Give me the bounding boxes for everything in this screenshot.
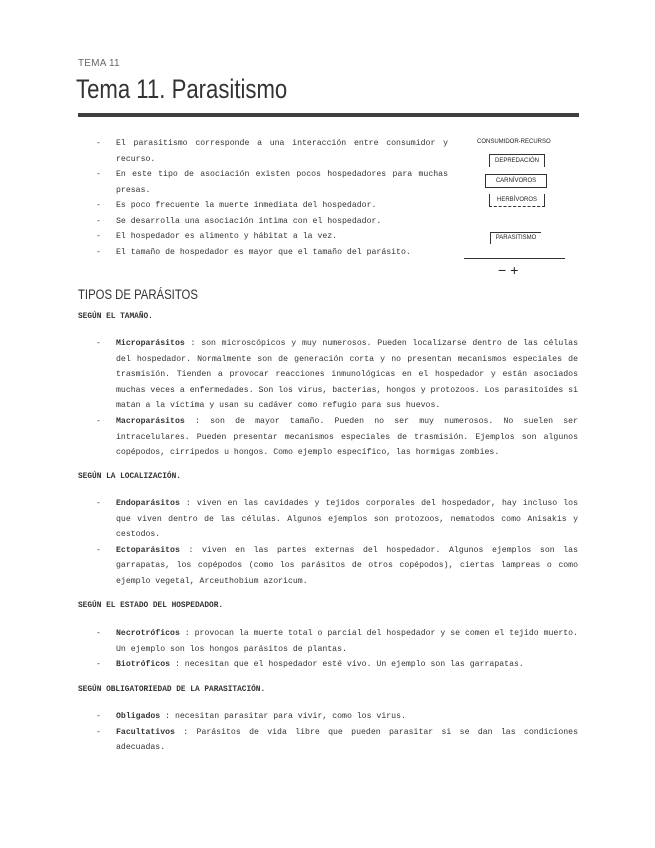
intro-list [96, 136, 448, 260]
list-item [96, 496, 578, 543]
list-item [96, 336, 578, 414]
group-list-obligation [96, 709, 578, 756]
diagram-depredacion-box: DEPREDACIÓN [489, 154, 545, 167]
intro-item: - El hospedador es alimento y hábitat a la vez. [96, 229, 448, 245]
item-text: : necesitan parasitar para vivir, como los virus. [160, 712, 406, 721]
item-term: Necrotróficos [116, 629, 180, 638]
item-text: : Parásitos de vida libre que pueden parasitar si se dan las condiciones adecuadas. [116, 727, 578, 753]
item-term: Microparásitos [116, 339, 185, 348]
item-term: Ectoparásitos [116, 545, 180, 555]
list-item [96, 543, 578, 590]
list-item [96, 414, 578, 461]
diagram-consumer-resource-label: CONSUMIDOR-RECURSO [477, 139, 551, 145]
group-list-location [96, 496, 578, 590]
list-item [96, 657, 578, 673]
diagram-herbivoros-box: HERBÍVOROS [489, 194, 545, 207]
intro-item: - El parasitismo corresponde a una interacción entre consumidor y recurso. [96, 136, 448, 167]
item-term: Endoparásitos [116, 499, 180, 508]
item-text: : son microscópicos y muy numerosos. Pueden localizarse dentro de las células del hospedador. Normalmente son de generación corta y no presentan mecanismos especiales de trasmisión. Tienden a provocar reacciones inmunológicas en el hospedador y están asociados muchas veces a enfermedades. Son los virus, bacterias, hongos y protozoos. Los parasitoides si matan a la víctima y usan su cadáver como refugio para sus huevos. [116, 339, 578, 411]
list-item [96, 626, 578, 657]
chapter-kicker: TEMA 11 [78, 58, 120, 69]
group-heading-obligation: SEGÚN OBLIGATORIEDAD DE LA PARASITACIÓN. [78, 686, 266, 694]
list-item [96, 725, 578, 756]
item-text: : necesitan que el hospedador esté vivo. Un ejemplo son las garrapatas. [170, 660, 524, 670]
interaction-diagram [460, 134, 570, 284]
group-heading-size: SEGÚN EL TAMAÑO. [78, 313, 153, 321]
group-heading-location: SEGÚN LA LOCALIZACIÓN. [78, 473, 181, 481]
intro-item: - El tamaño de hospedador es mayor que el tamaño del parásito. [96, 245, 448, 261]
item-text: : provocan la muerte total o parcial del hospedador y se comen el tejido muerto. Un ejemplo son los hongos parásitos de plantas. [116, 629, 578, 654]
diagram-plus-sign: + [510, 262, 523, 278]
diagram-carnivoros-box: CARNÍVOROS [485, 174, 547, 188]
item-text: : viven en las partes externas del hospedador. Algunos ejemplos son las garrapatas, los copépodos (como los parásitos de otros copépodos), ciertas lampreas o como ejemplo vegetal, Arceuthobium azoricum. [116, 545, 578, 586]
list-item [96, 709, 578, 725]
intro-item: - En este tipo de asociación existen pocos hospedadores para muchas presas. [96, 167, 448, 198]
title-rule [78, 113, 579, 117]
item-term: Macroparásitos [116, 416, 185, 426]
item-term: Facultativos [116, 727, 175, 737]
diagram-parasitismo-box: PARASITISMO [490, 232, 541, 244]
intro-item: - Se desarrolla una asociación íntima con el hospedador. [96, 214, 448, 230]
item-term: Obligados [116, 712, 161, 721]
section-title: TIPOS DE PARÁSITOS [78, 287, 198, 302]
group-heading-host-state: SEGÚN EL ESTADO DEL HOSPEDADOR. [78, 602, 224, 610]
diagram-signs [498, 262, 522, 278]
intro-item: - Es poco frecuente la muerte inmediata del hospedador. [96, 198, 448, 214]
item-text: : son de mayor tamaño. Pueden no ser muy numerosos. No suelen ser intracelulares. Pueden presentar mecanismos especiales de trasmisión. Ejemplos son algunos copépodos, cirrípedos u hongos. Como ejemplo específico, las hormigas zombies. [116, 416, 578, 458]
diagram-minus-sign: − [498, 262, 511, 278]
item-term: Biotróficos [116, 660, 171, 670]
page-title: Tema 11. Parasitismo [76, 74, 288, 104]
item-text: : viven en las cavidades y tejidos corporales del hospedador, hay incluso los que viven dentro de las células. Algunos ejemplos son protozoos, nematodos como Anisakis y cestodos. [116, 499, 578, 540]
diagram-axis-line [464, 258, 565, 259]
group-list-size [96, 336, 578, 461]
group-list-host-state [96, 626, 578, 673]
